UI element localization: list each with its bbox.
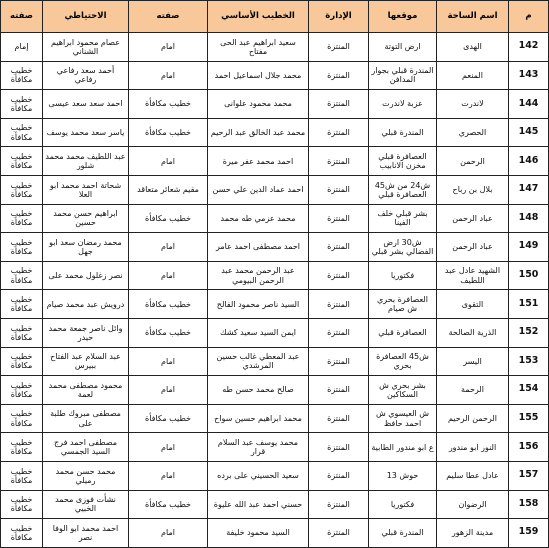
square-name-cell: الهدى: [437, 33, 509, 62]
main-preacher-cell: سعيد الحسيني على برده: [208, 461, 309, 490]
reserve-preacher-cell: عبد اللطيف محمد محمد شلور: [43, 147, 129, 176]
row-number-cell: 149: [509, 233, 549, 262]
reserve-role-cell: خطيب مكافأة: [1, 147, 43, 176]
administration-cell: المنتزة: [309, 347, 369, 376]
square-name-cell: عادل عطا سليم: [437, 461, 509, 490]
reserve-role-cell: خطيب مكافأة: [1, 519, 43, 548]
preacher-role-cell: خطيب مكافأة: [129, 290, 208, 319]
preacher-role-cell: خطيب مكافأة: [129, 404, 208, 433]
table-row: [1, 376, 549, 405]
table-row: [1, 90, 549, 119]
header-main-preacher: الخطيب الأساسي: [208, 1, 309, 33]
main-preacher-cell: محمد عبد الخالق عبد الرحيم: [208, 118, 309, 147]
main-preacher-cell: السيد ناصر محمود الفالح: [208, 290, 309, 319]
table-row: [1, 347, 549, 376]
preacher-role-cell: امام: [129, 433, 208, 462]
reserve-preacher-cell: مصطفى مبروك طلبة على: [43, 404, 129, 433]
location-cell: المندرة قبلي: [369, 118, 437, 147]
reserve-role-cell: خطيب مكافأة: [1, 376, 43, 405]
header-reserve-role: صفته: [1, 1, 43, 33]
preacher-role-cell: امام: [129, 519, 208, 548]
table-row: [1, 175, 549, 204]
preacher-role-cell: خطيب مكافأة: [129, 490, 208, 519]
table-row: [1, 519, 549, 548]
square-name-cell: الذرية الصالحة: [437, 318, 509, 347]
location-cell: المندرة قبلي: [369, 519, 437, 548]
preacher-role-cell: امام: [129, 376, 208, 405]
row-number-cell: 147: [509, 175, 549, 204]
location-cell: فكتوريا: [369, 261, 437, 290]
header-administration: الإدارة: [309, 1, 369, 33]
preacher-role-cell: امام: [129, 61, 208, 90]
row-number-cell: 153: [509, 347, 549, 376]
row-number-cell: 143: [509, 61, 549, 90]
square-name-cell: عباد الرحمن: [437, 233, 509, 262]
reserve-role-cell: خطيب مكافأة: [1, 233, 43, 262]
square-name-cell: الرحمة: [437, 376, 509, 405]
preacher-role-cell: خطيب مكافأة: [129, 318, 208, 347]
row-number-cell: 145: [509, 118, 549, 147]
reserve-preacher-cell: احمد سعد سعد عيسى: [43, 90, 129, 119]
administration-cell: المنتزة: [309, 261, 369, 290]
table-row: [1, 461, 549, 490]
administration-cell: المنتزة: [309, 233, 369, 262]
row-number-cell: 148: [509, 204, 549, 233]
location-cell: بشر قبلي خلف الفينا: [369, 204, 437, 233]
administration-cell: المنتزة: [309, 290, 369, 319]
administration-cell: المنتزة: [309, 147, 369, 176]
table-row: [1, 147, 549, 176]
row-number-cell: 154: [509, 376, 549, 405]
location-cell: بشر بحري ش السكاكين: [369, 376, 437, 405]
location-cell: ش45 العصافرة بحري: [369, 347, 437, 376]
main-preacher-cell: حسني احمد عبد الله عليوة: [208, 490, 309, 519]
preacher-role-cell: خطيب مكافأة: [129, 90, 208, 119]
header-row: [1, 1, 549, 33]
header-location: موقعها: [369, 1, 437, 33]
reserve-preacher-cell: ابراهيم حسن محمد حسين: [43, 204, 129, 233]
row-number-cell: 146: [509, 147, 549, 176]
square-name-cell: بلال بن رباح: [437, 175, 509, 204]
preacher-role-cell: امام: [129, 33, 208, 62]
location-cell: عزبة لاندرت: [369, 90, 437, 119]
row-number-cell: 157: [509, 461, 549, 490]
reserve-preacher-cell: محمد حسن محمد رميلي: [43, 461, 129, 490]
reserve-preacher-cell: محمود مصطفى محمد لعمة: [43, 376, 129, 405]
row-number-cell: 159: [509, 519, 549, 548]
table-row: [1, 290, 549, 319]
table-row: [1, 261, 549, 290]
reserve-role-cell: خطيب مكافأة: [1, 90, 43, 119]
reserve-role-cell: خطيب مكافأة: [1, 433, 43, 462]
square-name-cell: اليسر: [437, 347, 509, 376]
table-row: [1, 490, 549, 519]
administration-cell: المنتزة: [309, 519, 369, 548]
square-name-cell: الرحمن: [437, 147, 509, 176]
location-cell: المندرة قبلي بجوار المدافن: [369, 61, 437, 90]
reserve-preacher-cell: شحاتة احمد محمد ابو العلا: [43, 175, 129, 204]
main-preacher-cell: عبد الرحمن محمد عبد الرحمن البيومي: [208, 261, 309, 290]
reserve-preacher-cell: ياسر سعد محمد يوسف: [43, 118, 129, 147]
reserve-role-cell: خطيب مكافأة: [1, 318, 43, 347]
main-preacher-cell: سعيد ابراهيم عبد الحى مفتاح: [208, 33, 309, 62]
location-cell: ش العيسوي ش احمد حافظ: [369, 404, 437, 433]
reserve-preacher-cell: مصطفى احمد فرج السيد الجمسي: [43, 433, 129, 462]
reserve-preacher-cell: درويش عبد محمد صيام: [43, 290, 129, 319]
square-name-cell: المنعم: [437, 61, 509, 90]
main-preacher-cell: احمد عماد الدين علي حسن: [208, 175, 309, 204]
main-preacher-cell: محمد جلال اسماعيل احمد: [208, 61, 309, 90]
table-row: [1, 33, 549, 62]
header-square-name: اسم الساحة: [437, 1, 509, 33]
reserve-role-cell: خطيب مكافأة: [1, 461, 43, 490]
row-number-cell: 144: [509, 90, 549, 119]
reserve-role-cell: خطيب مكافأة: [1, 61, 43, 90]
administration-cell: المنتزة: [309, 318, 369, 347]
preacher-role-cell: امام: [129, 147, 208, 176]
reserve-preacher-cell: أحمد سعد رفاعي رفاعي: [43, 61, 129, 90]
row-number-cell: 142: [509, 33, 549, 62]
square-name-cell: لاندرت: [437, 90, 509, 119]
table-row: [1, 404, 549, 433]
reserve-role-cell: خطيب مكافأة: [1, 290, 43, 319]
administration-cell: المنتزة: [309, 118, 369, 147]
reserve-preacher-cell: عبد السلام عبد الفتاح ببيرس: [43, 347, 129, 376]
header-preacher-role: صفته: [129, 1, 208, 33]
location-cell: ع ابو مندور الطابية: [369, 433, 437, 462]
administration-cell: المنتزة: [309, 61, 369, 90]
table-row: [1, 233, 549, 262]
main-preacher-cell: محمد عزمي طه محمد: [208, 204, 309, 233]
reserve-role-cell: خطيب مكافأة: [1, 347, 43, 376]
table-row: [1, 433, 549, 462]
location-cell: العصافرة قبلي مخزن الانابيب: [369, 147, 437, 176]
administration-cell: المنتزة: [309, 490, 369, 519]
main-preacher-cell: احمد محمد عفر ميرة: [208, 147, 309, 176]
reserve-preacher-cell: احمد محمد ابو الوفا نصر: [43, 519, 129, 548]
main-preacher-cell: محمد ابراهيم حسين سواح: [208, 404, 309, 433]
header-number: م: [509, 1, 549, 33]
main-preacher-cell: ايمن السيد سعيد كشك: [208, 318, 309, 347]
table-body: [1, 33, 549, 548]
main-preacher-cell: محمد محمود علوانى: [208, 90, 309, 119]
square-name-cell: عباد الرحمن: [437, 204, 509, 233]
square-name-cell: الرضوان: [437, 490, 509, 519]
reserve-role-cell: خطيب مكافأة: [1, 175, 43, 204]
preacher-role-cell: امام: [129, 233, 208, 262]
row-number-cell: 155: [509, 404, 549, 433]
reserve-role-cell: إمام: [1, 33, 43, 62]
location-cell: ارض التوتة: [369, 33, 437, 62]
square-name-cell: النور ابو مندور: [437, 433, 509, 462]
reserve-preacher-cell: وائل ناصر جمعة محمد حيدر: [43, 318, 129, 347]
main-preacher-cell: صالح محمد حسن طه: [208, 376, 309, 405]
preacher-role-cell: امام: [129, 261, 208, 290]
administration-cell: المنتزة: [309, 376, 369, 405]
location-cell: ش30 ارض الفضالي بشر قبلي: [369, 233, 437, 262]
row-number-cell: 156: [509, 433, 549, 462]
table-row: [1, 61, 549, 90]
administration-cell: المنتزة: [309, 461, 369, 490]
administration-cell: المنتزة: [309, 404, 369, 433]
administration-cell: المنتزة: [309, 90, 369, 119]
preacher-role-cell: مقيم شعائر متعاقد: [129, 175, 208, 204]
main-preacher-cell: احمد مصطفى احمد عامر: [208, 233, 309, 262]
row-number-cell: 158: [509, 490, 549, 519]
location-cell: العصافرة قبلي: [369, 318, 437, 347]
preacher-role-cell: امام: [129, 347, 208, 376]
header-reserve-preacher: الاحتياطي: [43, 1, 129, 33]
main-preacher-cell: عبد المعطي غالب حسين المرشدي: [208, 347, 309, 376]
table-row: [1, 118, 549, 147]
row-number-cell: 151: [509, 290, 549, 319]
preacher-role-cell: خطيب مكافأة: [129, 118, 208, 147]
square-name-cell: الشهيد عادل عبد اللطيف: [437, 261, 509, 290]
reserve-role-cell: خطيب مكافأة: [1, 261, 43, 290]
location-cell: فكتوريا: [369, 490, 437, 519]
main-preacher-cell: محمد يوسف عبد السلام قرار: [208, 433, 309, 462]
table-row: [1, 318, 549, 347]
reserve-preacher-cell: نشأت فوزى محمد الخبيي: [43, 490, 129, 519]
reserve-role-cell: خطيب مكافأة: [1, 490, 43, 519]
reserve-preacher-cell: عصام محمود ابراهيم الشناني: [43, 33, 129, 62]
reserve-role-cell: خطيب مكافأة: [1, 204, 43, 233]
administration-cell: المنتزة: [309, 204, 369, 233]
reserve-preacher-cell: نصر زغلول محمد على: [43, 261, 129, 290]
square-name-cell: مدينة الزهور: [437, 519, 509, 548]
row-number-cell: 150: [509, 261, 549, 290]
reserve-preacher-cell: محمد رمضان سعد ابو جهل: [43, 233, 129, 262]
preacher-role-cell: امام: [129, 461, 208, 490]
location-cell: حوش 13: [369, 461, 437, 490]
square-name-cell: الحصري: [437, 118, 509, 147]
main-preacher-cell: السيد محمود خليفة: [208, 519, 309, 548]
location-cell: العصافرة بحري ش صيام: [369, 290, 437, 319]
administration-cell: المنتزة: [309, 33, 369, 62]
table-row: [1, 204, 549, 233]
location-cell: ش24 من ش45 العصافرة قبلي: [369, 175, 437, 204]
administration-cell: المنتزة: [309, 433, 369, 462]
administration-cell: المنتزة: [309, 175, 369, 204]
reserve-role-cell: خطيب مكافأة: [1, 404, 43, 433]
reserve-role-cell: خطيب مكافأة: [1, 118, 43, 147]
square-name-cell: الرحمن الرحيم: [437, 404, 509, 433]
table-header: [1, 1, 549, 33]
row-number-cell: 152: [509, 318, 549, 347]
preacher-role-cell: خطيب مكافأة: [129, 204, 208, 233]
square-name-cell: التقوى: [437, 290, 509, 319]
